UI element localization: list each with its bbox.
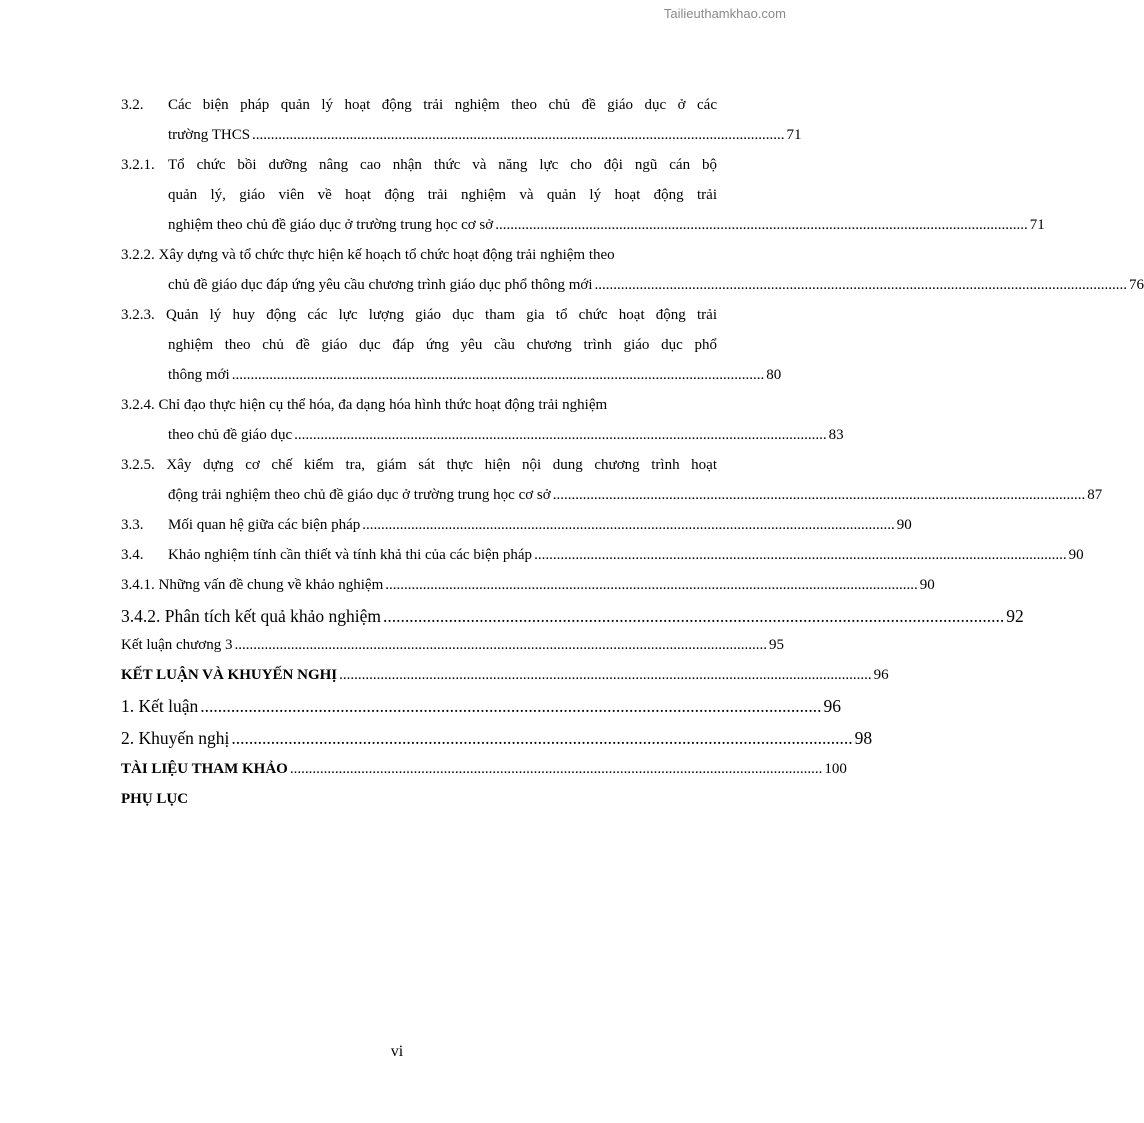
toc-page-number: 83	[828, 427, 844, 443]
toc-page-number: 71	[1029, 217, 1045, 233]
toc-text-line: theo chủ đề giáo dục	[168, 427, 293, 443]
toc-text-line: nghiệm theo chủ đề giáo dục đáp ứng yêu cầu chương trình giáo dục phổ	[168, 337, 717, 353]
toc-entry-3-4-2[interactable]	[121, 600, 1024, 630]
toc-entry-phu-luc[interactable]	[121, 784, 717, 814]
toc-text-line: Mối quan hệ giữa các biện pháp	[168, 517, 361, 533]
dot-leader: ..............................................................................................................................................	[231, 728, 853, 748]
toc-fill-line	[121, 660, 889, 690]
toc-number: 3.2.1.	[121, 157, 155, 173]
watermark: Tailieuthamkhao.com	[663, 6, 786, 21]
dot-leader: ..............................................................................................................................................	[594, 277, 1128, 293]
toc-page-number: 80	[766, 367, 782, 383]
toc-fill-line	[168, 120, 802, 150]
toc-text-line: Các biện pháp quản lý hoạt động trải nghiệm theo chủ đề giáo dục ở các	[168, 97, 717, 113]
toc-text-line: quản lý, giáo viên về hoạt động trải nghiệm và quản lý hoạt động trải	[168, 187, 717, 203]
dot-leader: ..............................................................................................................................................	[252, 127, 785, 143]
toc-entry-tai-lieu-tham-khao[interactable]	[121, 754, 847, 784]
toc-number: 3.2.5.	[121, 457, 155, 473]
dot-leader: ..............................................................................................................................................	[234, 637, 767, 653]
toc-text-line: 2. Khuyến nghị	[121, 728, 230, 748]
toc-fill-line	[121, 600, 1024, 632]
dot-leader: ..............................................................................................................................................	[289, 761, 823, 777]
dot-leader: ..............................................................................................................................................	[385, 577, 918, 593]
toc-fill-line	[121, 690, 842, 722]
toc-fill-line	[168, 480, 1103, 510]
toc-text-line: Tổ chức bồi dưỡng nâng cao nhận thức và năng lực cho đội ngũ cán bộ	[168, 157, 717, 173]
toc-page-number: 90	[896, 517, 912, 533]
toc-entry-3-4-1[interactable]	[121, 570, 935, 600]
dot-leader: ..............................................................................................................................................	[339, 667, 872, 683]
toc-text-line: Xây dựng và tổ chức thực hiện kế hoạch tổ chức hoạt động trải nghiệm theo	[158, 247, 615, 263]
toc-text-line: trường THCS	[168, 127, 251, 143]
toc-fill-line	[121, 754, 847, 784]
toc-fill-line	[168, 510, 912, 540]
toc-text-line: Quản lý huy động các lực lượng giáo dục tham gia tổ chức hoạt động trải	[165, 307, 717, 323]
toc-number: 3.2.4.	[121, 397, 155, 413]
toc-text-line: Chỉ đạo thực hiện cụ thể hóa, đa dạng hóa hình thức hoạt động trải nghiệm	[158, 397, 608, 413]
toc-entry-3-2-2[interactable]	[121, 240, 1144, 300]
dot-leader: ..............................................................................................................................................	[200, 696, 822, 716]
toc-text-line: 3.4.2. Phân tích kết quả khảo nghiệm	[121, 606, 382, 626]
toc-fill-line	[121, 570, 935, 600]
toc-fill-line	[121, 630, 784, 660]
toc-text-line: 1. Kết luận	[121, 696, 199, 716]
page-number: vi	[390, 1043, 404, 1060]
toc-text-line: Xây dựng cơ chế kiểm tra, giám sát thực hiện nội dung chương trình hoạt	[166, 457, 718, 473]
toc-fill-line	[168, 360, 782, 390]
toc-page-number: 87	[1087, 487, 1103, 503]
toc-page-number: 71	[786, 127, 802, 143]
toc-entry-3-2-5[interactable]	[121, 450, 1103, 510]
toc-page-number: 96	[873, 667, 889, 683]
toc-page-number: 90	[1068, 547, 1084, 563]
toc-entry-ket-luan-khuyen-nghi[interactable]	[121, 660, 889, 690]
toc-entry-3-2-1[interactable]	[121, 150, 1045, 240]
dot-leader: ..............................................................................................................................................	[231, 367, 765, 383]
dot-leader: ..............................................................................................................................................	[383, 606, 1005, 626]
toc-page-number: 92	[1006, 606, 1024, 626]
toc-page-number: 96	[823, 696, 842, 716]
toc-fill-line	[168, 270, 1144, 300]
toc-text-line: TÀI LIỆU THAM KHẢO	[121, 761, 288, 777]
dot-leader: ..............................................................................................................................................	[495, 217, 1028, 233]
toc-entry-3-2[interactable]	[121, 90, 802, 150]
toc-page-number: 100	[824, 761, 847, 777]
toc-entry-ket-luan[interactable]	[121, 690, 842, 722]
toc-fill-line	[168, 420, 844, 450]
toc-entry-3-3[interactable]	[121, 510, 912, 540]
toc-entry-3-2-4[interactable]	[121, 390, 844, 450]
toc-text-line: chủ đề giáo dục đáp ứng yêu cầu chương trình giáo dục phổ thông mới	[168, 277, 593, 293]
toc-page-number: 76	[1129, 277, 1144, 293]
toc-number: 3.4.	[121, 547, 144, 563]
dot-leader: ..............................................................................................................................................	[362, 517, 895, 533]
dot-leader: ..............................................................................................................................................	[534, 547, 1067, 563]
toc-entry-3-4[interactable]	[121, 540, 1084, 570]
toc-text-line: Khảo nghiệm tính cần thiết và tính khả thi của các biện pháp	[168, 547, 533, 563]
table-of-contents	[121, 90, 1144, 814]
toc-fill-line	[168, 210, 1045, 240]
toc-text-line: KẾT LUẬN VÀ KHUYẾN NGHỊ	[121, 667, 338, 683]
toc-page-number: 98	[854, 728, 873, 748]
toc-page-number: 90	[919, 577, 935, 593]
toc-text-line: Kết luận chương 3	[121, 637, 233, 653]
dot-leader: ..............................................................................................................................................	[294, 427, 827, 443]
toc-number: 3.2.3.	[121, 307, 155, 323]
toc-page-number: 95	[768, 637, 784, 653]
dot-leader: ..............................................................................................................................................	[552, 487, 1086, 503]
toc-entry-3-2-3[interactable]	[121, 300, 782, 390]
toc-text-line: nghiệm theo chủ đề giáo dục ở trường trung học cơ sở	[168, 217, 494, 233]
toc-number: 3.3.	[121, 517, 144, 533]
toc-entry-khuyen-nghi[interactable]	[121, 722, 873, 754]
toc-entry-ket-luan-chuong-3[interactable]	[121, 630, 784, 660]
toc-fill-line	[168, 540, 1084, 570]
toc-text-line: PHỤ LỤC	[121, 791, 189, 807]
toc-text-line: 3.4.1. Những vấn đề chung về khảo nghiệm	[121, 577, 384, 593]
toc-number: 3.2.	[121, 97, 144, 113]
toc-fill-line	[121, 722, 873, 754]
toc-number: 3.2.2.	[121, 247, 155, 263]
toc-text-line: động trải nghiệm theo chủ đề giáo dục ở trường trung học cơ sở	[168, 487, 551, 503]
toc-text-line: thông mới	[168, 367, 230, 383]
